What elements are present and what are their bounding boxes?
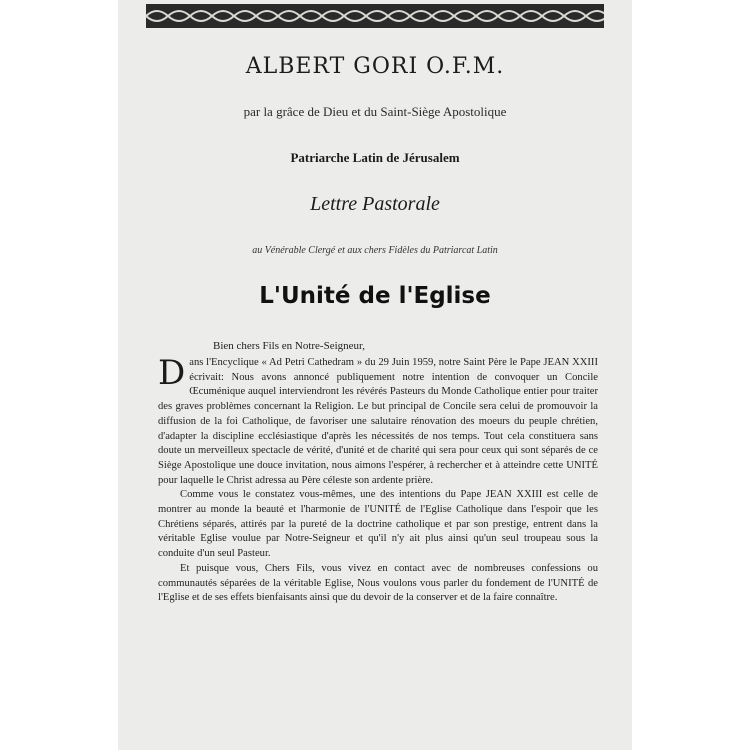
letter-type: Lettre Pastorale xyxy=(310,193,440,215)
document-page xyxy=(118,0,632,750)
paragraph: Comme vous le constatez vous-mêmes, une des intentions du Pape JEAN XXIII est celle de montrer au monde la beauté et l'harmonie de l'UNITÉ de l'Eglise Catholique dans l'espoir que les Chrétiens séparés, attirés par la pureté de la doctrine catholique et par son prestige, entrent dans la véritable Eglise voulue par Notre-Seigneur et qu'il n'y ait plus ainsi qu'un seul troupeau sous la conduite d'un seul Pasteur. xyxy=(158,489,598,560)
page-title: ALBERT GORI O.F.M. xyxy=(245,54,505,79)
addressee-line: au Vénérable Clergé et aux chers Fidèles du Patriarcat Latin xyxy=(252,245,498,256)
paragraph: Et puisque vous, Chers Fils, vous vivez en contact avec de nombreuses confessions ou communautés séparées de la véritable Eglise, Nous voulons vous parler du fondement de l'UNITÉ de l'Eglise et de ses effets bienfaisants ainsi que du devoir de la conserver et de la faire connaître. xyxy=(158,562,598,604)
subtitle: par la grâce de Dieu et du Saint-Siège Apostolique xyxy=(243,104,507,119)
patriarch-line: Patriarche Latin de Jérusalem xyxy=(290,150,460,165)
drop-cap: D xyxy=(158,353,186,393)
paragraph-text: ans l'Encyclique « Ad Petri Cathedram » du 29 Juin 1959, notre Saint Père le Pape JEAN XXIII écrivait: Nous avons annoncé publiquement notre intention de convoquer un Concile Œcuménique auquel interviendront les révérés Pasteurs du Monde Catholique entier pour traiter des graves problèmes concernant la Religion. Le but principal de Concile sera celui de promouvoir la diffusion de la foi Catholique, de favoriser une salutaire rénovation des moeurs du peuple chrétien, d'adapter la discipline ecclésiastique d'après les nécessités de nos temps. Tout cela constituera sans doute un merveilleux spectacle de vérité, d'unité et de charité qui sera pour ceux qui sont séparés de ce Siège Apostolique une douce invitation, nous aimons l'espérer, à rechercher et à atteindre cette UNITÉ pour laquelle le Christ adressa au Père céleste son ardente prière. xyxy=(158,357,598,486)
ornament-icon xyxy=(146,4,604,28)
decorative-border xyxy=(146,4,604,28)
section-heading: L'Unité de l'Eglise xyxy=(259,283,491,309)
salutation: Bien chers Fils en Notre-Seigneur, xyxy=(213,340,365,352)
letter-body xyxy=(158,353,598,606)
paragraph xyxy=(158,353,598,488)
